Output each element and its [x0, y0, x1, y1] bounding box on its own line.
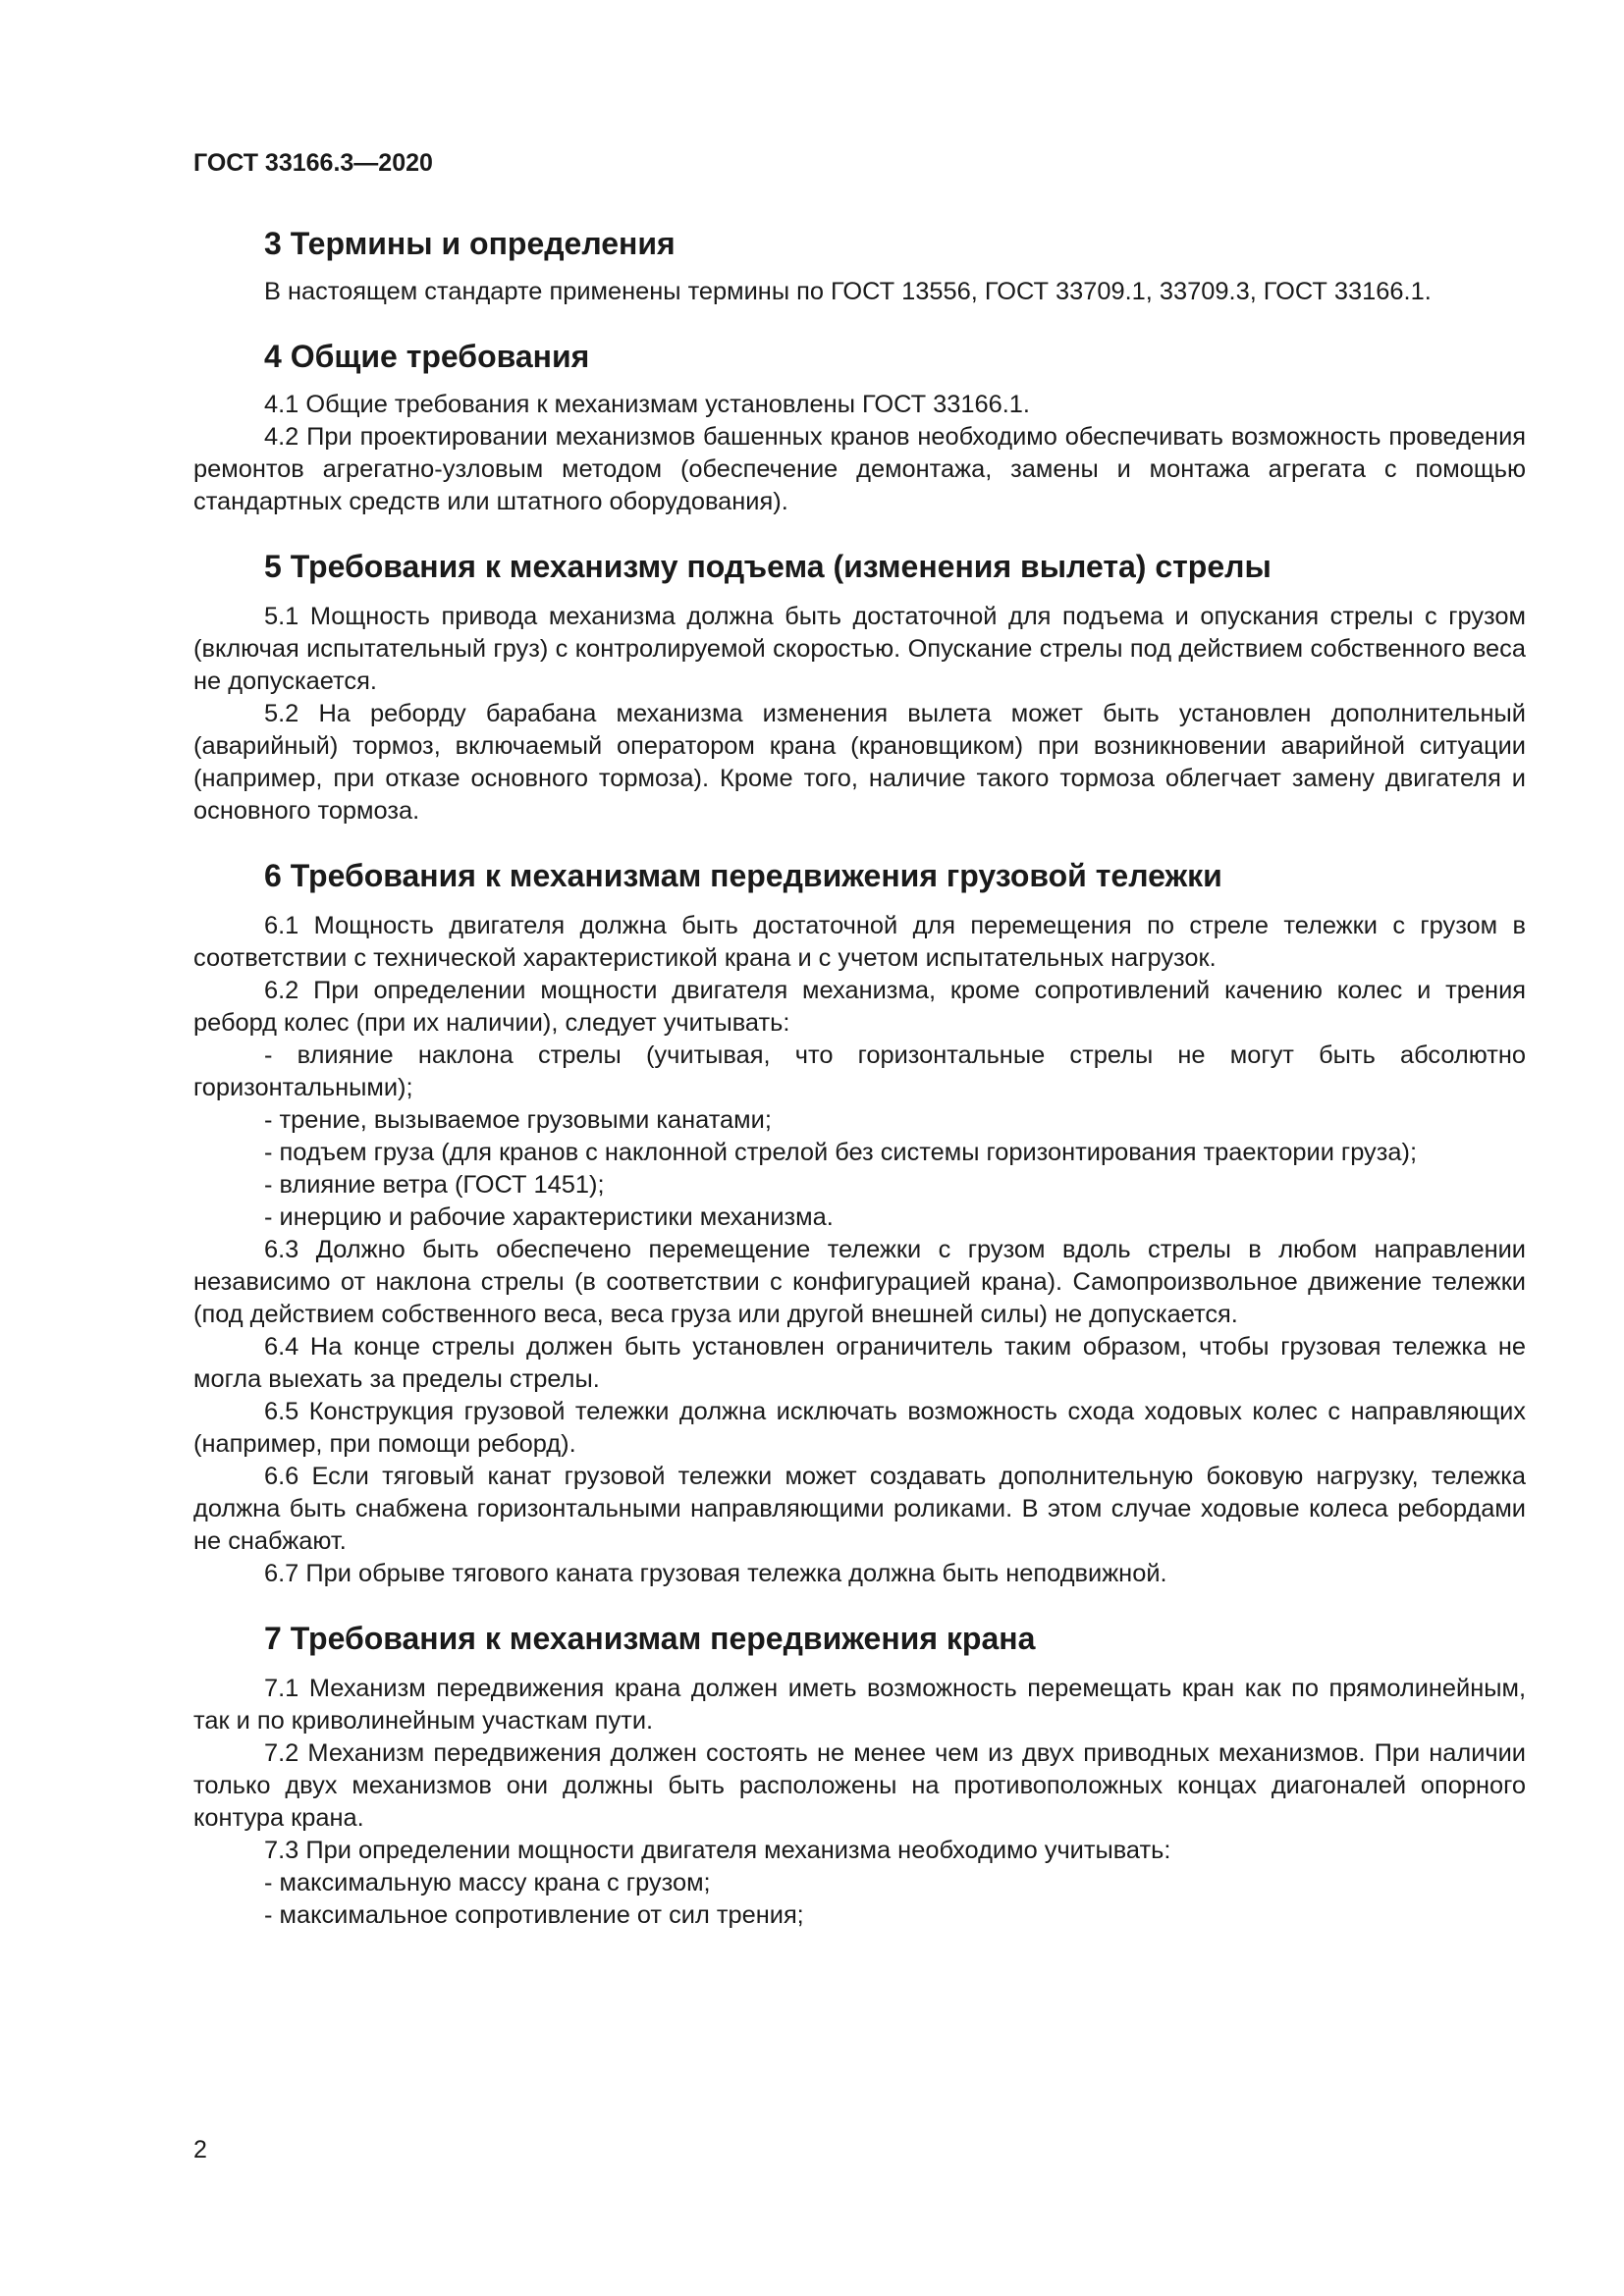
list-item: - трение, вызываемое грузовыми канатами; [264, 1106, 772, 1134]
section-title: 3 Термины и определения [264, 226, 676, 261]
paragraph: 6.7 При обрыве тягового каната грузовая тележка должна быть неподвижной. [264, 1560, 1167, 1587]
list-item: - подъем груза (для кранов с наклонной стрелой без системы горизонтирования траектории груза); [264, 1139, 1417, 1166]
paragraph: 6.4 На конце стрелы должен быть установлен ограничитель таким образом, чтобы грузовая тележка не могла выехать за пределы стрелы. [193, 1333, 1526, 1393]
list-item: - максимальную массу крана с грузом; [264, 1869, 711, 1896]
section-3 [193, 221, 1526, 308]
paragraph: 7.1 Механизм передвижения крана должен иметь возможность перемещать кран как по прямолинейным, так и по криволинейным участкам пути. [193, 1675, 1526, 1735]
section-title: 6 Требования к механизмам передвижения грузовой тележки [264, 858, 1222, 893]
section-title: 7 Требования к механизмам передвижения крана [264, 1621, 1036, 1656]
list-item: - инерцию и рабочие характеристики механизма. [264, 1203, 834, 1231]
list-item: - влияние наклона стрелы (учитывая, что горизонтальные стрелы не могут быть абсолютно горизонтальными); [193, 1041, 1526, 1101]
list-item: - влияние ветра (ГОСТ 1451); [264, 1171, 605, 1199]
section-7 [193, 1616, 1526, 1932]
section-5 [193, 544, 1526, 828]
paragraph: 6.5 Конструкция грузовой тележки должна исключать возможность схода ходовых колес с направляющих (например, при помощи реборд). [193, 1398, 1526, 1458]
paragraph: 4.1 Общие требования к механизмам установлены ГОСТ 33166.1. [264, 391, 1030, 418]
section-6 [193, 853, 1526, 1590]
paragraph: 6.1 Мощность двигателя должна быть достаточной для перемещения по стреле тележки с грузом в соответствии с технической характеристикой крана и с учетом испытательных нагрузок. [193, 912, 1526, 972]
section-4 [193, 334, 1526, 518]
page-number: 2 [193, 2136, 207, 2163]
paragraph: 5.1 Мощность привода механизма должна быть достаточной для подъема и опускания стрелы с грузом (включая испытательный груз) с контролируемой скоростью. Опускание стрелы под действием собственного веса не допускается. [193, 603, 1526, 695]
document-id-header: ГОСТ 33166.3—2020 [193, 149, 433, 177]
paragraph: 5.2 На реборду барабана механизма изменения вылета может быть установлен дополнительный (аварийный) тормоз, включаемый оператором крана (крановщиком) при возникновении аварийной ситуации (например, при отказе основного тормоза). Кроме того, наличие такого тормоза облегчает замену двигателя и основного тормоза. [193, 700, 1526, 825]
paragraph: 7.3 При определении мощности двигателя механизма необходимо учитывать: [264, 1837, 1171, 1864]
paragraph: 6.6 Если тяговый канат грузовой тележки может создавать дополнительную боковую нагрузку, тележка должна быть снабжена горизонтальными направляющими роликами. В этом случае ходовые колеса ребордами не снабжают. [193, 1463, 1526, 1555]
paragraph: 6.2 При определении мощности двигателя механизма, кроме сопротивлений качению колес и трения реборд колес (при их наличии), следует учитывать: [193, 977, 1526, 1037]
paragraph: 7.2 Механизм передвижения должен состоять не менее чем из двух приводных механизмов. При наличии только двух механизмов они должны быть расположены на противоположных концах диагоналей опорного контура крана. [193, 1739, 1526, 1832]
document-body [193, 221, 1526, 1932]
paragraph: 4.2 При проектировании механизмов башенных кранов необходимо обеспечивать возможность проведения ремонтов агрегатно-узловым методом (обеспечение демонтажа, замены и монтажа агрегата с помощью стандартных средств или штатного оборудования). [193, 423, 1526, 515]
paragraph: В настоящем стандарте применены термины по ГОСТ 13556, ГОСТ 33709.1, 33709.3, ГОСТ 33166.1. [264, 278, 1432, 305]
section-title: 4 Общие требования [264, 339, 590, 374]
section-title: 5 Требования к механизму подъема (изменения вылета) стрелы [264, 549, 1272, 584]
paragraph: 6.3 Должно быть обеспечено перемещение тележки с грузом вдоль стрелы в любом направлении независимо от наклона стрелы (в соответствии с конфигурацией крана). Самопроизвольное движение тележки (под действием собственного веса, веса груза или другой внешней силы) не допускается. [193, 1236, 1526, 1328]
list-item: - максимальное сопротивление от сил трения; [264, 1901, 804, 1929]
